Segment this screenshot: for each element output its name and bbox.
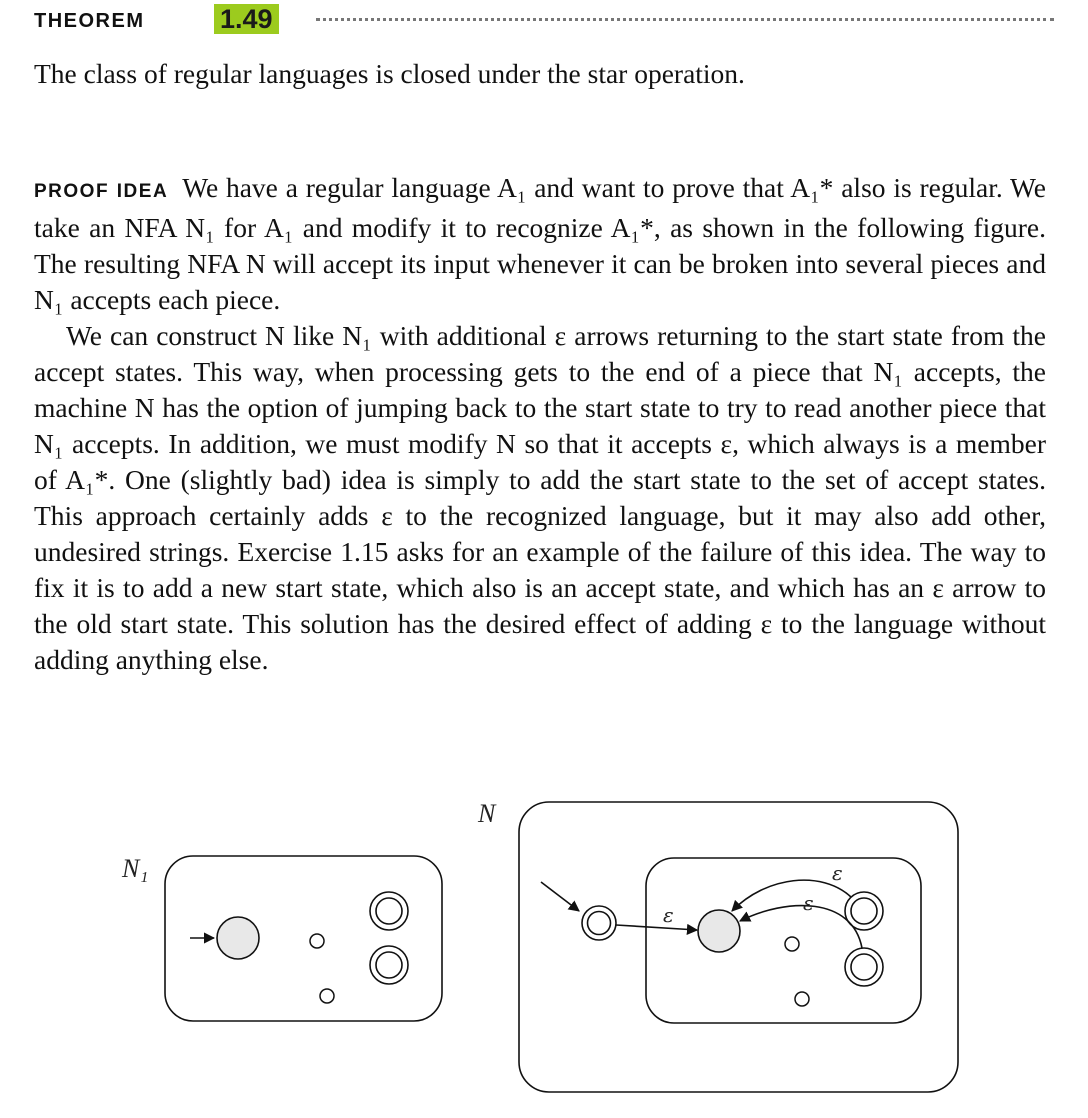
dotted-rule (316, 18, 1054, 21)
n-new-start-state (582, 906, 616, 940)
proof-idea (34, 170, 1046, 678)
n-label: N (478, 799, 496, 828)
theorem-number: 1.49 (214, 4, 279, 34)
n1-start-state (217, 917, 259, 959)
n-old-start-state (698, 910, 740, 952)
machine-n (477, 799, 958, 1092)
n-epsilon-return-arrow-bottom (740, 906, 862, 948)
proof-label: PROOF IDEA (34, 181, 169, 202)
epsilon-label-return-top: ε (832, 861, 843, 885)
n1-accept-state (370, 892, 408, 930)
nfa-diagram (0, 780, 1088, 1118)
proof-text-1: We have a regular language A₁ and want to prove that A₁* also is regular. We take an NFA N₁ for A₁ and modify it to recognize A₁*, as shown in the following figure. The resulting NFA N will accept its input whenever it can be broken into several pieces and N₁ accepts each piece. (34, 172, 1047, 315)
n-state (795, 992, 809, 1006)
n-start-arrow (541, 882, 579, 911)
machine-n1 (121, 854, 442, 1021)
proof-paragraph-2: We can construct N like N₁ with additional ε arrows returning to the start state from the accept states. This way, when processing gets to the end of a piece that N₁ accepts, the machine N has the option of jumping back to the start state to try to read another piece that N₁ accepts. In addition, we must modify N so that it accepts ε, which always is a member of A₁*. One (slightly bad) idea is simply to add the start state to the set of accept states. This approach certainly adds ε to the recognized language, but it may also add other, undesired strings. Exercise 1.15 asks for an example of the failure of this idea. The way to fix it is to add a new start state, which also is an accept state, and which has an ε arrow to the old start state. This solution has the desired effect of adding ε to the language without adding anything else. (34, 320, 1046, 675)
n-outer-box (519, 802, 958, 1092)
theorem-heading (34, 2, 1054, 36)
n-state (785, 937, 799, 951)
n-accept-state (845, 948, 883, 986)
n1-accept-state (370, 946, 408, 984)
n1-state (310, 934, 324, 948)
epsilon-label-new-start: ε (663, 903, 674, 927)
n-epsilon-arrow-to-old-start (616, 925, 697, 930)
nfa-figure (0, 780, 1088, 1118)
theorem-label: THEOREM (34, 10, 145, 32)
epsilon-label-return-bottom: ε (803, 891, 814, 915)
theorem-statement: The class of regular languages is closed under the star operation. (34, 58, 745, 89)
n1-label: N₁ (122, 854, 149, 883)
proof-paragraph-1 (34, 170, 1046, 318)
n1-state (320, 989, 334, 1003)
